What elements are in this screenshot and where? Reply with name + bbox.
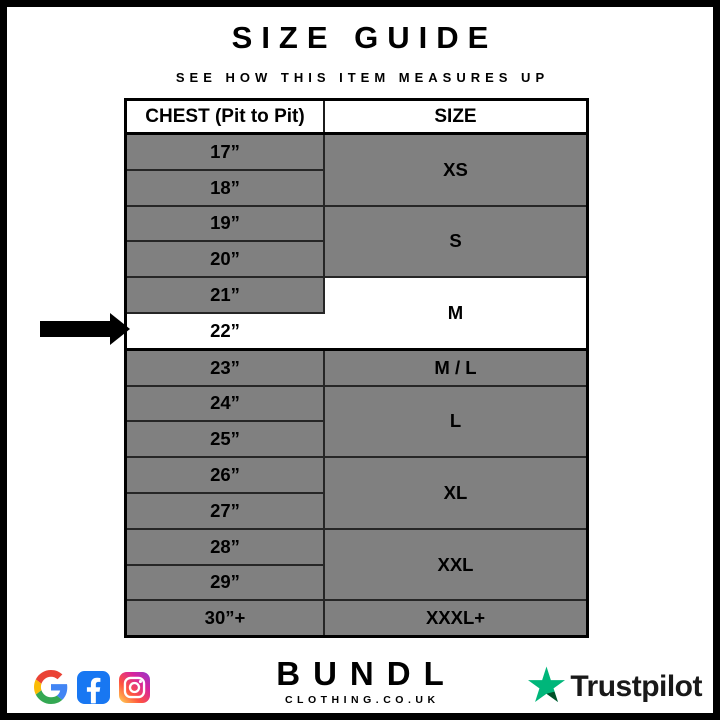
size-guide-table-container xyxy=(124,98,589,638)
chest-column-header: CHEST (Pit to Pit) xyxy=(126,100,325,134)
brand-logo xyxy=(263,655,456,706)
arrow-head xyxy=(110,313,130,345)
arrow-shaft xyxy=(40,321,112,337)
social-icons-row xyxy=(34,668,150,706)
instagram-icon xyxy=(119,672,150,703)
size-cell-xs: XS xyxy=(324,134,588,206)
table-row xyxy=(126,134,588,170)
table-row xyxy=(126,349,588,385)
table-row xyxy=(126,206,588,242)
size-cell-m-l: M / L xyxy=(324,349,588,385)
chest-cell-28: 28” xyxy=(126,529,325,565)
page-title: SIZE GUIDE xyxy=(231,20,498,55)
trustpilot-star-icon xyxy=(528,666,565,708)
chest-cell-21: 21” xyxy=(126,277,325,313)
table-header-row xyxy=(126,100,588,134)
chest-cell-22-highlighted: 22” xyxy=(126,313,325,349)
chest-cell-23: 23” xyxy=(126,349,325,385)
brand-name: BUNDL xyxy=(276,655,457,692)
chest-cell-24: 24” xyxy=(126,386,325,422)
chest-cell-18: 18” xyxy=(126,170,325,206)
trustpilot-label: Trustpilot xyxy=(570,670,702,703)
size-cell-xxl: XXL xyxy=(324,529,588,601)
size-cell-s: S xyxy=(324,206,588,278)
arrow-right-icon xyxy=(40,313,130,345)
chest-cell-25: 25” xyxy=(126,421,325,457)
size-cell-l: L xyxy=(324,386,588,458)
facebook-icon xyxy=(77,671,110,704)
table-row xyxy=(126,529,588,565)
table-row xyxy=(126,277,588,313)
table-row xyxy=(126,457,588,493)
chest-cell-20: 20” xyxy=(126,241,325,277)
size-cell-xxxl: XXXL+ xyxy=(324,600,588,636)
size-column-header: SIZE xyxy=(324,100,588,134)
chest-cell-26: 26” xyxy=(126,457,325,493)
chest-cell-17: 17” xyxy=(126,134,325,170)
page-subtitle: SEE HOW THIS ITEM MEASURES UP xyxy=(175,70,550,85)
chest-cell-29: 29” xyxy=(126,565,325,601)
table-row xyxy=(126,386,588,422)
chest-cell-30plus: 30”+ xyxy=(126,600,325,636)
chest-cell-27: 27” xyxy=(126,493,325,529)
google-icon xyxy=(34,670,68,704)
brand-domain: CLOTHING.CO.UK xyxy=(284,694,440,706)
chest-cell-19: 19” xyxy=(126,206,325,242)
size-guide-table xyxy=(124,98,589,638)
size-cell-m-highlighted: M xyxy=(324,277,588,349)
size-cell-xl: XL xyxy=(324,457,588,529)
table-row xyxy=(126,600,588,636)
trustpilot-logo xyxy=(528,666,702,708)
